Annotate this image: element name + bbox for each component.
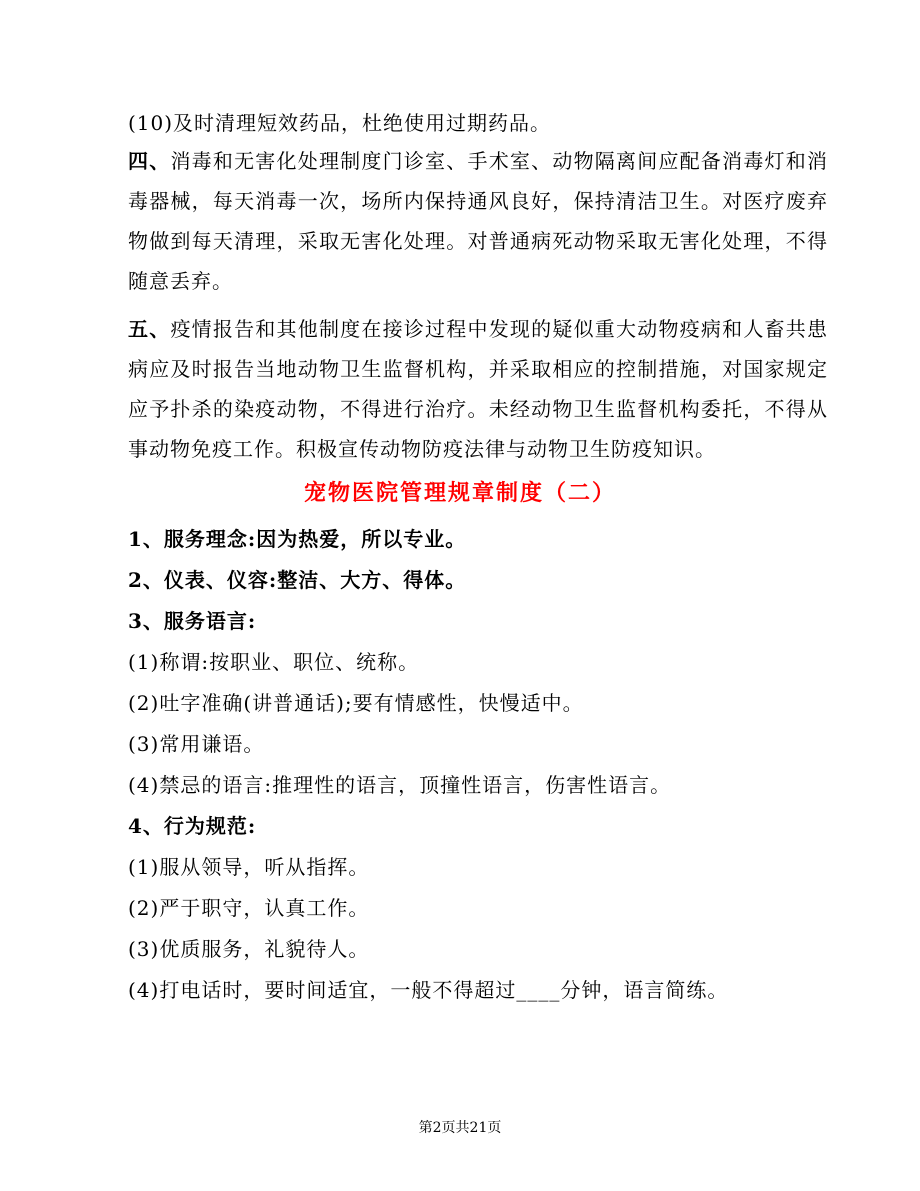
- item-3-service-language: 3、服务语言:: [128, 609, 257, 633]
- section-5-number: 五、: [128, 317, 171, 341]
- paragraph-item-10: (10)及时清理短效药品，杜绝使用过期药品。: [128, 111, 552, 135]
- page-number-footer: 第2页共21页: [418, 1120, 502, 1136]
- item-4-conduct: 4、行为规范:: [128, 814, 257, 838]
- item-2-appearance: 2、仪表、仪容:整洁、大方、得体。: [128, 568, 467, 592]
- item-4-3: (3)优质服务，礼貌待人。: [128, 937, 370, 961]
- section-4-text: 消毒和无害化处理制度门诊室、手术室、动物隔离间应配备消毒灯和消毒器械，每天消毒一次，场所内保持通风良好，保持清洁卫生。对医疗废弃物做到每天清理，采取无害化处理。对普通病死动物采取无害化处理，不得随意丢弃。: [128, 149, 828, 293]
- paragraph-section-5: [128, 309, 828, 469]
- item-3-2: (2)吐字准确(讲普通话);要有情感性，快慢适中。: [128, 691, 584, 715]
- item-1-service-philosophy: 1、服务理念:因为热爱，所以专业。: [128, 527, 467, 551]
- section-heading: 宠物医院管理规章制度（二）: [303, 480, 616, 506]
- item-3-4: (4)禁忌的语言:推理性的语言，顶撞性语言，伤害性语言。: [128, 773, 672, 797]
- section-5-text: 疫情报告和其他制度在接诊过程中发现的疑似重大动物疫病和人畜共患病应及时报告当地动物卫生监督机构，并采取相应的控制措施，对国家规定应予扑杀的染疫动物，不得进行治疗。未经动物卫生监督机构委托，不得从事动物免疫工作。积极宣传动物防疫法律与动物卫生防疫知识。: [128, 317, 828, 461]
- item-4-2: (2)严于职守，认真工作。: [128, 896, 370, 920]
- item-3-3: (3)常用谦语。: [128, 732, 265, 756]
- section-4-number: 四、: [128, 149, 171, 173]
- item-4-1: (1)服从领导，听从指挥。: [128, 855, 370, 879]
- item-3-1: (1)称谓:按职业、职位、统称。: [128, 650, 420, 674]
- paragraph-section-4: [128, 141, 828, 301]
- item-4-4: (4)打电话时，要时间适宜，一般不得超过____分钟，语言简练。: [128, 978, 729, 1002]
